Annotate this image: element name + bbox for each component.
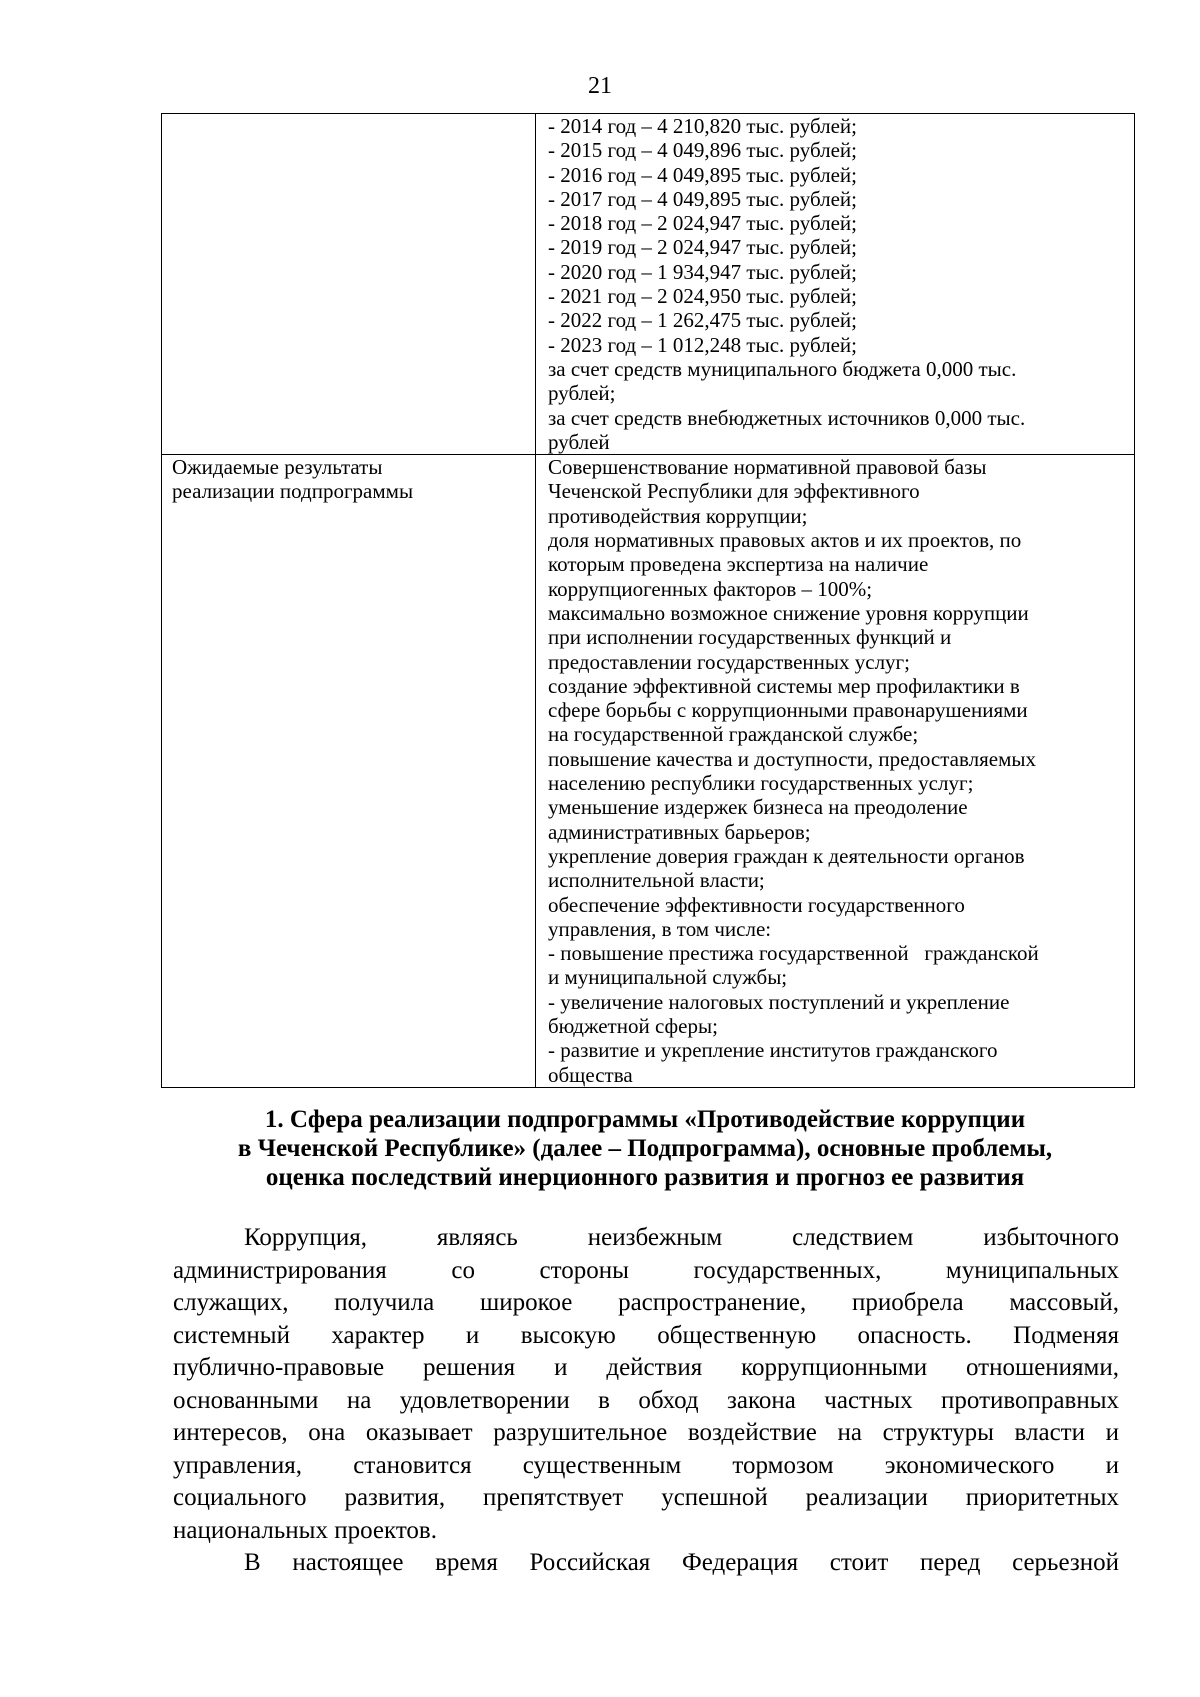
funding-line: - 2016 год – 4 049,895 тыс. рублей;	[548, 162, 858, 187]
paragraph-line: Коррупция, являясь неизбежным следствием избыточного	[244, 1224, 1119, 1251]
section-body	[173, 1222, 1119, 1580]
funding-line: - 2023 год – 1 012,248 тыс. рублей;	[548, 332, 858, 357]
funding-line: - 2020 год – 1 934,947 тыс. рублей;	[548, 259, 858, 284]
section-title-line: оценка последствий инерционного развития и прогноз ее развития	[265, 1164, 1025, 1191]
paragraph-line: интересов, она оказывает разрушительное воздействие на структуры власти и	[173, 1419, 1119, 1446]
paragraph-line: публично-правовые решения и действия коррупционными отношениями,	[173, 1354, 1119, 1381]
result-line: максимально возможное снижение уровня коррупции	[548, 600, 1029, 625]
funding-line: - 2021 год – 2 024,950 тыс. рублей;	[548, 284, 858, 309]
label-line: реализации подпрограммы	[172, 479, 414, 504]
paragraph-line: управления, становится существенным тормозом экономического и	[173, 1451, 1119, 1479]
funding-line: - 2014 год – 4 210,820 тыс. рублей;	[548, 114, 858, 138]
paragraph-line: основанными на удовлетворении в обход закона частных противоправных	[173, 1386, 1119, 1414]
result-line: общества	[548, 1062, 633, 1087]
result-line: на государственной гражданской службе;	[548, 722, 919, 747]
funding-line: - 2022 год – 1 262,475 тыс. рублей;	[548, 308, 858, 333]
funding-line: - 2015 год – 4 049,896 тыс. рублей;	[548, 138, 858, 163]
result-line: исполнительной власти;	[548, 868, 765, 893]
funding-line: за счет средств муниципального бюджета 0,000 тыс.	[548, 356, 1017, 381]
table-cell-expected-results	[536, 455, 1135, 1088]
result-line: обеспечение эффективности государственного	[548, 892, 965, 917]
result-line: которым проведена экспертиза на наличие	[548, 552, 929, 577]
result-line: Совершенствование нормативной правовой базы	[548, 455, 987, 480]
table-row-funding	[162, 114, 1135, 455]
result-line: повышение качества и доступности, предоставляемых	[548, 746, 1036, 771]
result-line: коррупциогенных факторов – 100%;	[548, 576, 873, 601]
paragraph-line: В настоящее время Российская Федерация стоит перед серьезной	[244, 1549, 1119, 1576]
result-line: противодействия коррупции;	[548, 503, 808, 528]
result-line: административных барьеров;	[548, 819, 811, 844]
paragraph-line: администрирования со стороны государственных, муниципальных	[173, 1256, 1119, 1284]
result-line: бюджетной сферы;	[548, 1013, 718, 1038]
result-line: - развитие и укрепление институтов гражданского	[548, 1038, 998, 1063]
table-cell-funding	[536, 114, 1135, 455]
section-title-line: 1. Сфера реализации подпрограммы «Противодействие коррупции	[264, 1106, 1026, 1133]
label-line: Ожидаемые результаты	[172, 455, 383, 480]
funding-line: рублей;	[548, 381, 616, 406]
paragraph-line: системный характер и высокую общественную опасность. Подменяя	[173, 1321, 1119, 1349]
funding-line: за счет средств внебюджетных источников 0,000 тыс.	[548, 405, 1026, 430]
section-title	[150, 1105, 1140, 1192]
table-cell-label-empty	[162, 114, 536, 455]
page-number: 21	[588, 73, 612, 99]
result-line: и муниципальной службы;	[548, 965, 788, 990]
funding-line: - 2018 год – 2 024,947 тыс. рублей;	[548, 211, 858, 236]
result-line: при исполнении государственных функций и	[548, 625, 952, 650]
funding-line: - 2017 год – 4 049,895 тыс. рублей;	[548, 186, 858, 211]
paragraph-line: национальных проектов.	[173, 1516, 437, 1544]
result-line: укрепление доверия граждан к деятельности органов	[548, 843, 1025, 868]
result-line: сфере борьбы с коррупционными правонарушениями	[548, 698, 1028, 723]
result-line: доля нормативных правовых актов и их проектов, по	[548, 528, 1022, 553]
table-cell-label-expected-results	[162, 455, 536, 1088]
section-title-line: в Чеченской Республике» (далее – Подпрограмма), основные проблемы,	[237, 1135, 1053, 1162]
result-line: Чеченской Республики для эффективного	[548, 479, 920, 504]
result-line: предоставлении государственных услуг;	[548, 649, 911, 674]
paragraph-line: социального развития, препятствует успешной реализации приоритетных	[173, 1484, 1119, 1511]
result-line: - увеличение налоговых поступлений и укрепление	[548, 989, 1010, 1014]
funding-line: рублей	[548, 429, 610, 454]
result-line: населению республики государственных услуг;	[548, 771, 974, 796]
program-passport-table	[161, 113, 1135, 1088]
result-line: уменьшение издержек бизнеса на преодоление	[548, 795, 968, 820]
funding-line: - 2019 год – 2 024,947 тыс. рублей;	[548, 235, 858, 260]
table-row-expected-results	[162, 455, 1135, 1088]
result-line: создание эффективной системы мер профилактики в	[548, 673, 1020, 698]
result-line: управления, в том числе:	[548, 916, 772, 941]
result-line: - повышение престижа государственной гражданской	[548, 941, 1039, 966]
paragraph-line: служащих, получила широкое распространение, приобрела массовый,	[173, 1289, 1119, 1316]
